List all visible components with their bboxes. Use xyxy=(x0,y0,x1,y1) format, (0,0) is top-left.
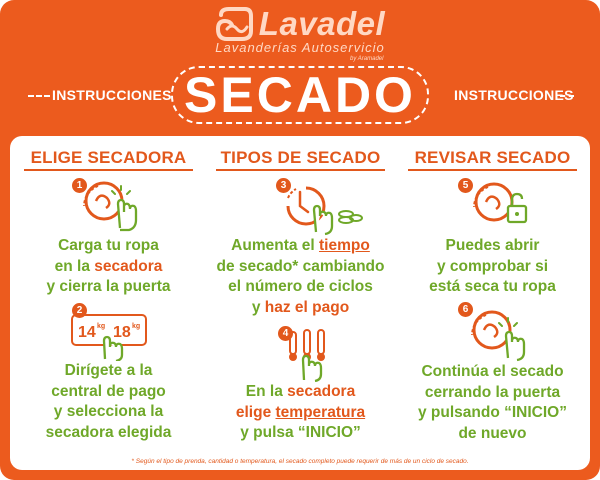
step-text-line: secadora elegida xyxy=(45,423,172,441)
step-2 xyxy=(12,301,205,443)
step-text-highlight: tiempo xyxy=(319,237,370,254)
step-text-line: de nuevo xyxy=(458,424,527,442)
step-text-highlight: secadora xyxy=(287,383,356,400)
step-number: 2 xyxy=(72,303,87,318)
step-number: 6 xyxy=(458,302,473,317)
divider-right-outer xyxy=(560,95,574,97)
step-text-line: y xyxy=(53,403,67,420)
step-number: 5 xyxy=(458,178,473,193)
step-text-highlight: elige xyxy=(235,403,276,421)
size-b-unit: kg xyxy=(132,323,141,330)
brand-tagline: Lavanderías Autoservicio xyxy=(215,40,385,55)
step-number: 3 xyxy=(276,178,291,193)
column-elige-secadora xyxy=(12,136,205,456)
dryer-size-select-icon xyxy=(12,301,205,361)
step-text-line: y cierra la puerta xyxy=(46,278,171,295)
step-4 xyxy=(204,324,397,444)
step-text-line: el número de ciclos xyxy=(228,278,373,295)
step-number: 4 xyxy=(278,326,293,341)
size-b-label: 18 xyxy=(113,324,131,341)
dryer-unlock-icon xyxy=(396,176,589,236)
step-text-line: Puedes abrir xyxy=(445,237,540,254)
dryer-hand-close-icon xyxy=(396,302,589,362)
column-tipos-de-secado xyxy=(204,136,397,456)
page-title: SECADO xyxy=(184,67,416,123)
dryer-hand-tap-icon xyxy=(12,176,205,236)
step-3 xyxy=(204,176,397,318)
step-text-highlight: temperatura xyxy=(275,403,366,421)
step-6 xyxy=(396,302,589,444)
brand-byline: by Aramadel xyxy=(350,56,384,62)
step-1 xyxy=(12,176,205,298)
step-5 xyxy=(396,176,589,298)
brand-logo xyxy=(0,6,600,55)
instructions-label-right: INSTRUCCIONES xyxy=(454,87,574,103)
step-text-line: Dirígete a la xyxy=(64,362,153,379)
step-text-line: y xyxy=(251,298,265,316)
step-text-line: central de pago xyxy=(51,382,166,400)
step-number: 1 xyxy=(72,178,87,193)
step-text-line: y pulsando “INICIO” xyxy=(418,404,567,421)
column-revisar-secado xyxy=(396,136,589,456)
instructions-label-left: INSTRUCCIONES xyxy=(52,87,172,103)
step-text-highlight: haz el pago xyxy=(264,298,350,316)
step-text-line: Aumenta el xyxy=(231,237,320,254)
step-text-line: cerrando la puerta xyxy=(424,383,561,401)
step-text-line: Carga tu ropa xyxy=(58,237,159,254)
step-text-line: de secado* xyxy=(216,257,303,275)
step-text-line: en la xyxy=(54,257,95,275)
column-title: TIPOS DE SECADO xyxy=(204,148,397,168)
step-text-line: cambiando xyxy=(302,257,385,275)
thermometer-select-icon xyxy=(204,324,397,382)
footnote: * Según el tipo de prenda, cantidad o temperatura, el secado completo puede requerir de más de un ciclo de secado. xyxy=(131,458,469,465)
brand-name: Lavadel xyxy=(258,5,386,42)
size-a-label: 14 xyxy=(78,324,96,341)
timer-coins-icon xyxy=(204,176,397,236)
column-title: REVISAR SECADO xyxy=(396,148,589,168)
step-text-line: y comprobar si xyxy=(436,257,549,275)
step-text-line: En la xyxy=(245,383,288,400)
step-text-line: y pulsa “INICIO” xyxy=(240,424,361,441)
step-text-line: selecciona la xyxy=(66,403,164,420)
step-text-line: Continúa el secado xyxy=(421,363,564,380)
step-text-line: está seca tu ropa xyxy=(429,278,556,295)
step-text-highlight: secadora xyxy=(94,257,163,275)
instructions-panel xyxy=(10,136,590,470)
column-title: ELIGE SECADORA xyxy=(12,148,205,168)
size-a-unit: kg xyxy=(97,323,106,330)
brand-logo-mark-icon xyxy=(215,7,253,41)
